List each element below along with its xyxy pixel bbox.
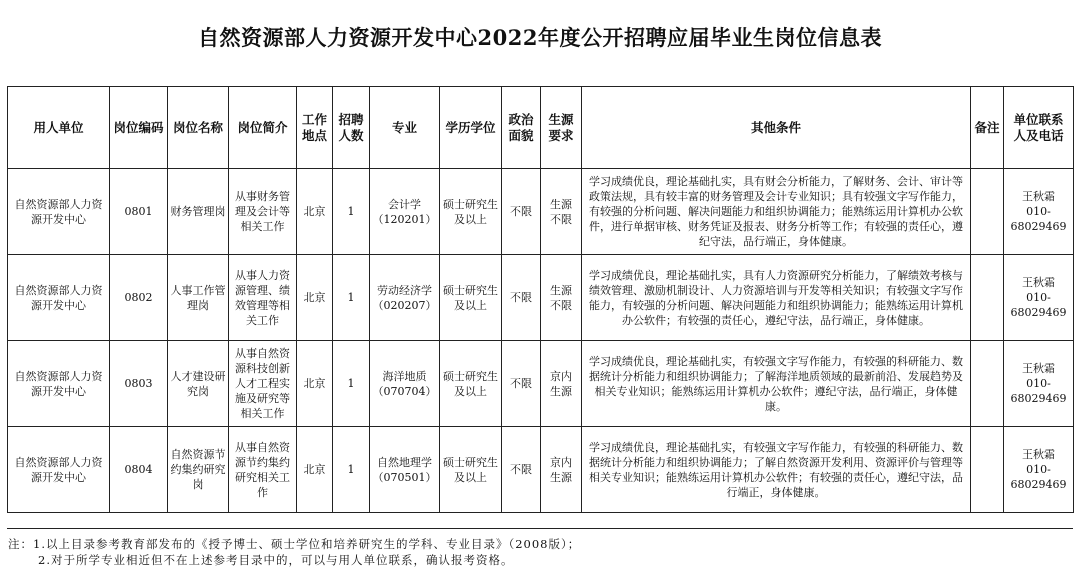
table-bottom-rule [7,528,1073,529]
cell-intro: 从事人力资源管理、绩效管理等相关工作 [229,255,297,341]
cell-location: 北京 [297,169,333,255]
cell-conditions: 学习成绩优良，理论基础扎实，有较强文字写作能力，有较强的科研能力、数据统计分析能力和组织协调能力；了解自然资源开发利用、资源评价与管理等相关专业知识；能熟练运用计算机办公软件；有较强的责任心，遵纪守法，品行端正，身体健康。 [582,427,971,513]
cell-name: 人才建设研究岗 [168,341,229,427]
cell-major: 自然地理学 （070501） [370,427,440,513]
cell-code: 0802 [110,255,168,341]
cell-conditions: 学习成绩优良，理论基础扎实，具有财会分析能力，了解财务、会计、审计等政策法规，具有较丰富的财务管理及会计专业知识；具有较强文字写作能力，有较强的分析问题、解决问题能力和组织协调能力；能熟练运用计算机办公软件，进行单据审核、财务凭证及报表、财务分析等工作；有较强的责任心，遵纪守法，品行端正，身体健康。 [582,169,971,255]
cell-politics: 不限 [502,169,541,255]
header-conditions: 其他条件 [582,87,971,169]
footnote-1: 注：1.以上目录参考教育部发布的《授予博士、硕士学位和培养研究生的学科、专业目录》（2008版）； [8,537,581,551]
cell-origin: 生源 不限 [541,255,582,341]
cell-intro: 从事财务管理及会计等相关工作 [229,169,297,255]
table-row [8,427,1074,513]
cell-unit: 自然资源部人力资源开发中心 [8,427,110,513]
cell-count: 1 [333,255,370,341]
cell-remark [971,169,1004,255]
job-table [7,86,1074,513]
header-unit: 用人单位 [8,87,110,169]
cell-politics: 不限 [502,341,541,427]
table-header-row [8,87,1074,169]
cell-conditions: 学习成绩优良，理论基础扎实，具有人力资源研究分析能力，了解绩效考核与绩效管理、激励机制设计、人力资源培训与开发等相关知识；有较强文字写作能力，有较强的分析问题、解决问题能力和组织协调能力；能熟练运用计算机办公软件；有较强的责任心，遵纪守法，品行端正，身体健康。 [582,255,971,341]
cell-code: 0803 [110,341,168,427]
cell-name: 财务管理岗 [168,169,229,255]
cell-unit: 自然资源部人力资源开发中心 [8,169,110,255]
cell-contact: 王秋霜 010-68029469 [1004,255,1074,341]
cell-location: 北京 [297,255,333,341]
cell-code: 0804 [110,427,168,513]
cell-intro: 从事自然资源节约集约研究相关工作 [229,427,297,513]
table-row [8,169,1074,255]
cell-count: 1 [333,169,370,255]
table-row [8,255,1074,341]
cell-politics: 不限 [502,427,541,513]
footnotes [8,536,1072,568]
cell-major: 会计学 （120201） [370,169,440,255]
cell-degree: 硕士研究生及以上 [440,427,502,513]
cell-origin: 京内 生源 [541,427,582,513]
cell-code: 0801 [110,169,168,255]
cell-major: 劳动经济学 （020207） [370,255,440,341]
header-politics: 政治 面貌 [502,87,541,169]
cell-unit: 自然资源部人力资源开发中心 [8,255,110,341]
cell-location: 北京 [297,341,333,427]
cell-unit: 自然资源部人力资源开发中心 [8,341,110,427]
cell-location: 北京 [297,427,333,513]
header-location: 工作 地点 [297,87,333,169]
header-origin: 生源 要求 [541,87,582,169]
cell-count: 1 [333,341,370,427]
cell-origin: 生源 不限 [541,169,582,255]
cell-degree: 硕士研究生及以上 [440,341,502,427]
cell-degree: 硕士研究生及以上 [440,255,502,341]
cell-name: 人事工作管理岗 [168,255,229,341]
cell-contact: 王秋霜 010-68029469 [1004,341,1074,427]
cell-degree: 硕士研究生及以上 [440,169,502,255]
table-row [8,341,1074,427]
cell-name: 自然资源节约集约研究岗 [168,427,229,513]
cell-remark [971,341,1004,427]
header-count: 招聘 人数 [333,87,370,169]
cell-major: 海洋地质 （070704） [370,341,440,427]
header-name: 岗位名称 [168,87,229,169]
cell-count: 1 [333,427,370,513]
footnote-2: 2.对于所学专业相近但不在上述参考目录中的，可以与用人单位联系，确认报考资格。 [38,553,514,567]
header-contact: 单位联系 人及电话 [1004,87,1074,169]
cell-politics: 不限 [502,255,541,341]
cell-intro: 从事自然资源科技创新人才工程实施及研究等相关工作 [229,341,297,427]
cell-remark [971,255,1004,341]
cell-conditions: 学习成绩优良，理论基础扎实，有较强文字写作能力，有较强的科研能力、数据统计分析能力和组织协调能力；了解海洋地质领域的最新前沿、发展趋势及相关专业知识；能熟练运用计算机办公软件；遵纪守法，品行端正，身体健康。 [582,341,971,427]
header-degree: 学历学位 [440,87,502,169]
cell-contact: 王秋霜 010-68029469 [1004,169,1074,255]
page-title: 自然资源部人力资源开发中心2022年度公开招聘应届毕业生岗位信息表 [198,25,882,50]
cell-origin: 京内 生源 [541,341,582,427]
header-intro: 岗位简介 [229,87,297,169]
header-major: 专业 [370,87,440,169]
header-remark: 备注 [971,87,1004,169]
cell-contact: 王秋霜 010-68029469 [1004,427,1074,513]
cell-remark [971,427,1004,513]
header-code: 岗位编码 [110,87,168,169]
